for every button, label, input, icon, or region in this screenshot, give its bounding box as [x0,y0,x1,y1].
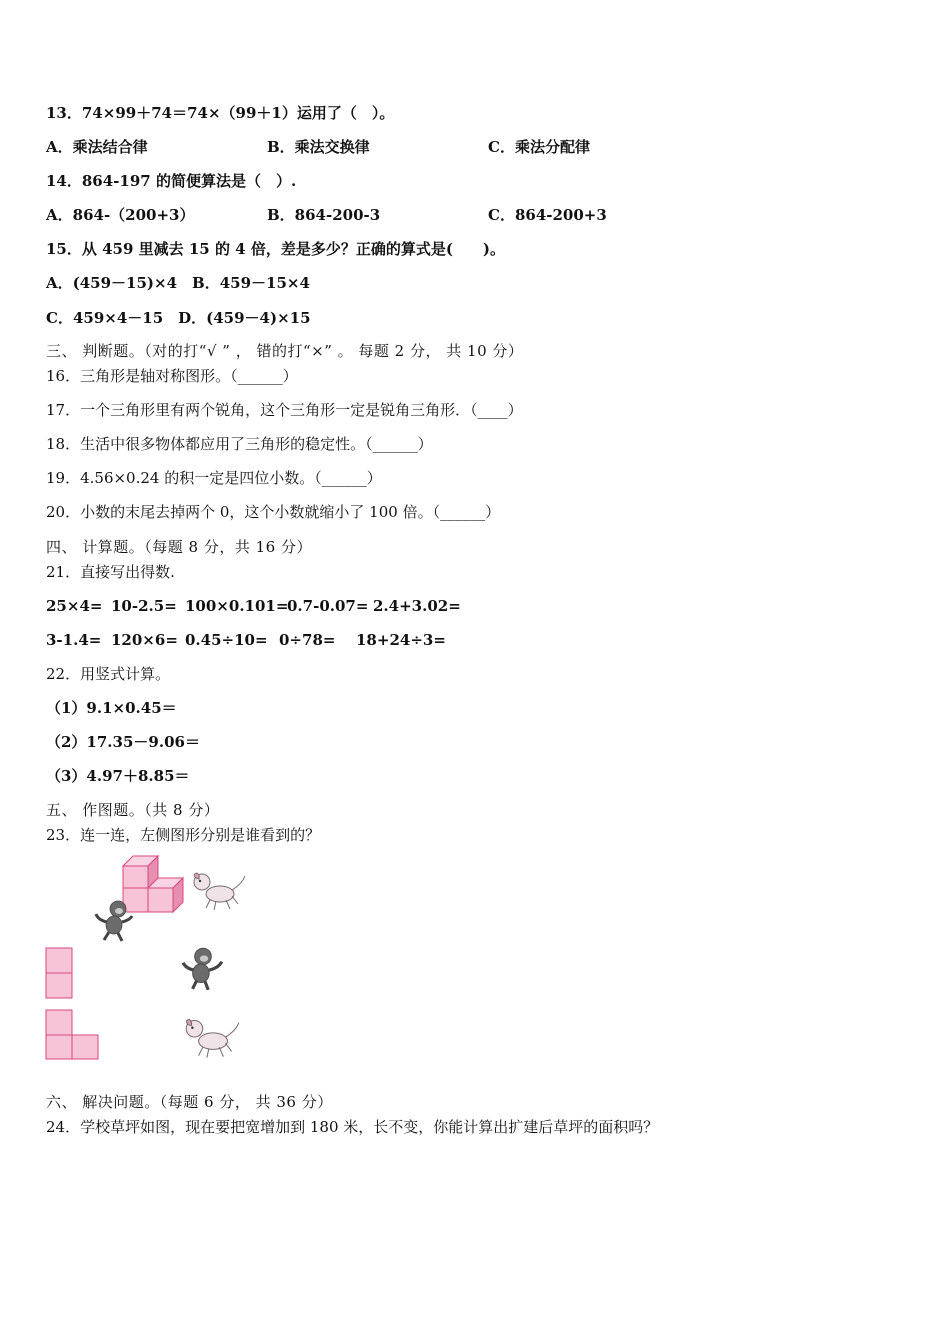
q14-option-b: B．864-200-3 [267,206,381,224]
question-23: 23．连一连，左侧图形分别是谁看到的？ [46,826,321,844]
calc-item: 10-2.5= [111,597,177,615]
q15-options-line-1: A．(459－15)×4 B．459－15×4 [46,274,310,292]
q13-option-b: B．乘法交换律 [267,138,370,156]
dog-icon [188,868,248,912]
q13-option-a: A．乘法结合律 [46,138,148,156]
calc-item: 0.7-0.07= [287,597,369,615]
question-22: 22．用竖式计算。 [46,665,171,683]
q14-option-a: A．864-（200+3） [46,206,195,224]
q22-item-3: （3）4.97＋8.85＝ [46,767,190,785]
question-16: 16．三角形是轴对称图形。（______） [46,367,298,385]
question-14: 14．864-197 的简便算法是（ ）. [46,172,297,190]
q22-item-1: （1）9.1×0.45＝ [46,699,177,717]
view-shape-1 [44,946,76,1002]
question-19: 19．4.56×0.24 的积一定是四位小数。（______） [46,469,382,487]
calc-item: 3-1.4= [46,631,102,649]
calc-item: 0.45÷10= [185,631,268,649]
question-15: 15．从 459 里减去 15 的 4 倍，差是多少？正确的算式是( )。 [46,240,506,258]
section-4-heading: 四、 计算题。（每题 8 分，共 16 分） [46,538,312,556]
calc-item: 18+24÷3= [356,631,446,649]
calc-item: 100×0.101= [185,597,289,615]
dog-icon [180,1014,242,1060]
calc-item: 120×6= [111,631,178,649]
question-24: 24．学校草坪如图，现在要把宽增加到 180 米，长不变，你能计算出扩建后草坪的面积吗？ [46,1118,659,1136]
question-17: 17．一个三角形里有两个锐角，这个三角形一定是锐角三角形．（____） [46,401,523,419]
monkey-icon [92,898,136,944]
section-5-heading: 五、 作图题。（共 8 分） [46,801,220,819]
question-13: 13．74×99＋74＝74×（99＋1）运用了（ ）。 [46,104,395,122]
section-6-heading: 六、 解决问题。（每题 6 分， 共 36 分） [46,1093,333,1111]
section-3-heading: 三、 判断题。（对的打“√ ” ， 错的打“×” 。 每题 2 分， 共 10 分） [46,342,524,360]
calc-item: 2.4+3.02= [373,597,461,615]
calc-item: 0÷78= [279,631,336,649]
q13-option-c: C．乘法分配律 [488,138,590,156]
calc-item: 25×4= [46,597,103,615]
question-18: 18．生活中很多物体都应用了三角形的稳定性。（______） [46,435,433,453]
monkey-icon [180,945,226,993]
question-20: 20．小数的末尾去掉两个 0，这个小数就缩小了 100 倍。（______） [46,503,501,521]
q14-option-c: C．864-200+3 [488,206,607,224]
q15-options-line-2: C．459×4－15 D．(459－4)×15 [46,309,311,327]
q22-item-2: （2）17.35－9.06＝ [46,733,200,751]
question-21: 21．直接写出得数. [46,563,175,581]
view-shape-2 [44,1008,102,1062]
